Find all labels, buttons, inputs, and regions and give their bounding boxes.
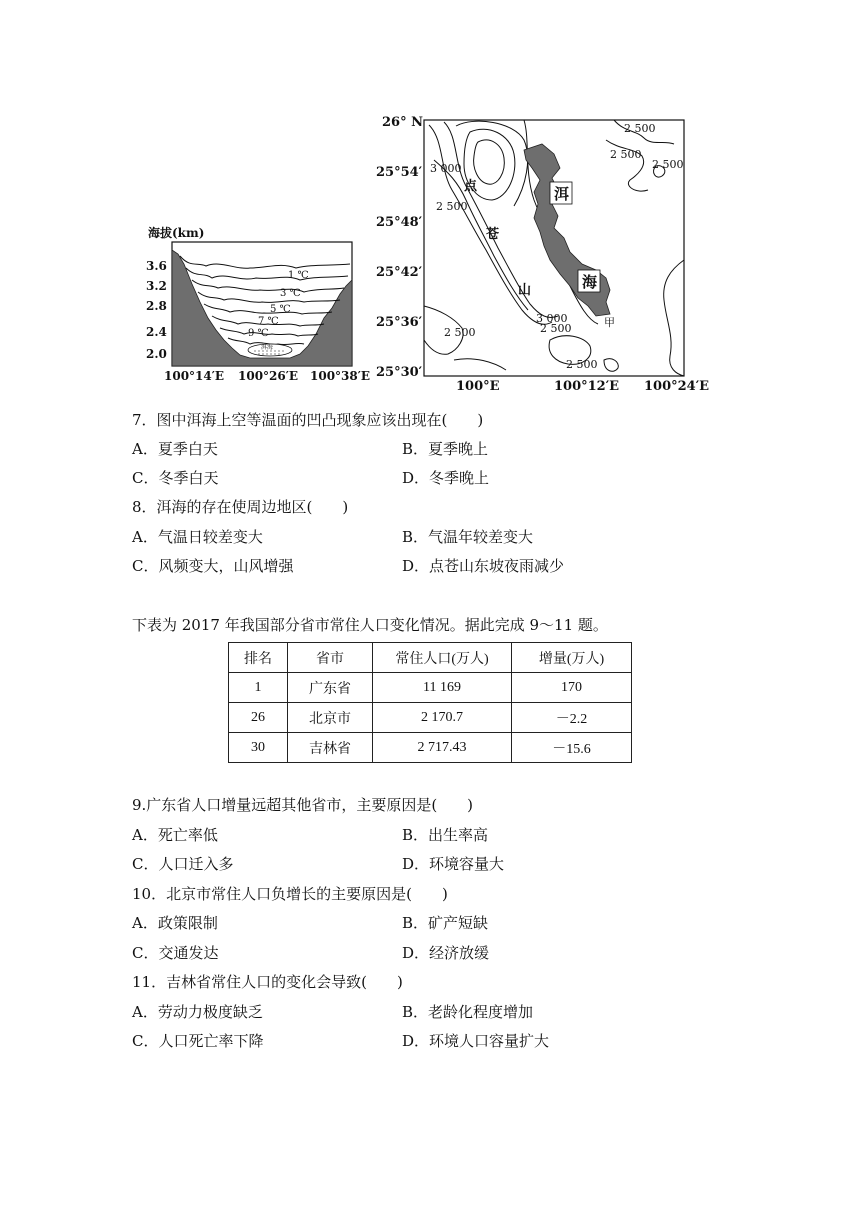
table-header-cell: 排名	[229, 643, 288, 673]
table-cell: 26	[229, 703, 288, 733]
table-cell: 吉林省	[288, 733, 373, 763]
question-10-option-c[interactable]: C．交通发达	[132, 944, 219, 962]
question-11-option-b[interactable]: B．老龄化程度增加	[402, 1003, 534, 1021]
question-8-option-c[interactable]: C．风频变大，山风增强	[132, 557, 294, 575]
question-10-option-d[interactable]: D．经济放缓	[402, 944, 490, 962]
question-11-option-d[interactable]: D．环境人口容量扩大	[402, 1032, 550, 1050]
question-7-stem: 7．图中洱海上空等温面的凹凸现象应该出现在( )	[132, 411, 484, 429]
question-9-option-b[interactable]: B．出生率高	[402, 826, 489, 844]
question-7-option-a[interactable]: A．夏季白天	[132, 440, 218, 458]
lat-tick-label: 25°54′	[376, 165, 423, 180]
lake-label: 洱海	[261, 344, 274, 351]
table-cell: 170	[512, 673, 632, 703]
y-ticks	[146, 259, 167, 361]
lon-tick-label: 100°12′E	[554, 379, 620, 394]
table-row	[229, 733, 632, 763]
y-tick-label: 3.2	[146, 279, 167, 293]
table-header-cell: 常住人口(万人)	[373, 643, 512, 673]
question-11-option-a[interactable]: A．劳动力极度缺乏	[132, 1003, 263, 1021]
question-10-option-b[interactable]: B．矿产短缺	[402, 914, 489, 932]
question-8-stem: 8．洱海的存在使周边地区( )	[132, 498, 349, 516]
lat-tick-label: 25°30′	[376, 365, 423, 380]
question-9-option-c[interactable]: C．人口迁入多	[132, 855, 234, 873]
mountain-char: 山	[518, 283, 532, 298]
lat-tick-label: 26° N	[382, 115, 423, 130]
lat-tick-label: 25°42′	[376, 265, 423, 280]
contour-label: 3 000	[536, 312, 568, 325]
table-row	[229, 703, 632, 733]
isotherm-label: 9 ℃	[248, 328, 269, 339]
question-8-option-a[interactable]: A．气温日较差变大	[132, 528, 263, 546]
contour-label: 2 500	[444, 326, 476, 339]
lake-char: 洱	[554, 185, 570, 203]
x-tick-label: 100°26′E	[238, 369, 299, 383]
lon-tick-label: 100°24′E	[644, 379, 710, 394]
question-7-option-c[interactable]: C．冬季白天	[132, 469, 219, 487]
table-cell: 2 717.43	[373, 733, 512, 763]
y-tick-label: 2.4	[146, 325, 167, 339]
isotherm-label: 7 ℃	[258, 316, 279, 327]
x-tick-label: 100°14′E	[164, 369, 225, 383]
contour-label: 2 500	[610, 148, 642, 161]
question-9-option-a[interactable]: A．死亡率低	[132, 826, 218, 844]
table-cell: 广东省	[288, 673, 373, 703]
x-tick-label: 100°38′E	[310, 369, 371, 383]
table-header-cell: 增量(万人)	[512, 643, 632, 673]
question-8-option-b[interactable]: B．气温年较差变大	[402, 528, 534, 546]
lat-tick-label: 25°48′	[376, 215, 423, 230]
table-header-cell: 省市	[288, 643, 373, 673]
lat-ticks	[376, 115, 423, 380]
question-11-stem: 11．吉林省常住人口的变化会导致( )	[132, 973, 403, 991]
table-cell: －2.2	[512, 703, 632, 733]
contour-label: 2 500	[436, 200, 468, 213]
question-11-option-c[interactable]: C．人口死亡率下降	[132, 1032, 264, 1050]
question-7-option-d[interactable]: D．冬季晚上	[402, 469, 490, 487]
lat-tick-label: 25°36′	[376, 315, 423, 330]
table-cell: 2 170.7	[373, 703, 512, 733]
contour-map-figure	[374, 110, 720, 396]
isotherm-label: 3 ℃	[280, 288, 301, 299]
table-cell: 30	[229, 733, 288, 763]
table-intro: 下表为 2017 年我国部分省市常住人口变化情况。据此完成 9～11 题。	[132, 616, 608, 634]
contour-label: 2 500	[566, 358, 598, 371]
table-header-row	[229, 643, 632, 673]
lon-ticks	[456, 379, 709, 394]
x-ticks	[164, 369, 370, 383]
cross-section-figure	[140, 222, 380, 384]
y-tick-label: 2.0	[146, 347, 167, 361]
table-cell: 北京市	[288, 703, 373, 733]
mountain-char: 点	[464, 179, 478, 194]
table-cell: 11 169	[373, 673, 512, 703]
lake-char: 海	[582, 273, 598, 291]
question-10-stem: 10．北京市常住人口负增长的主要原因是( )	[132, 885, 448, 903]
question-7-option-b[interactable]: B．夏季晚上	[402, 440, 489, 458]
lon-tick-label: 100°E	[456, 379, 500, 394]
point-label: 甲	[604, 316, 615, 329]
table-row	[229, 673, 632, 703]
question-9-option-d[interactable]: D．环境容量大	[402, 855, 505, 873]
table-cell: 1	[229, 673, 288, 703]
question-8-option-d[interactable]: D．点苍山东坡夜雨减少	[402, 557, 565, 575]
population-table	[228, 642, 632, 763]
y-tick-label: 2.8	[146, 299, 167, 313]
contour-label: 2 500	[624, 122, 656, 135]
isotherm-label: 1 ℃	[288, 270, 309, 281]
question-9-stem: 9.广东省人口增量远超其他省市，主要原因是( )	[132, 796, 474, 814]
contour-label: 3 000	[430, 162, 462, 175]
mountain-char: 苍	[486, 227, 500, 242]
y-axis-title: 海拔(km)	[148, 226, 205, 240]
contour-label: 2 500	[540, 322, 572, 335]
table-cell: －15.6	[512, 733, 632, 763]
isotherm-label: 5 ℃	[270, 304, 291, 315]
question-10-option-a[interactable]: A．政策限制	[132, 914, 218, 932]
contour-label: 2 500	[652, 158, 684, 171]
y-tick-label: 3.6	[146, 259, 167, 273]
